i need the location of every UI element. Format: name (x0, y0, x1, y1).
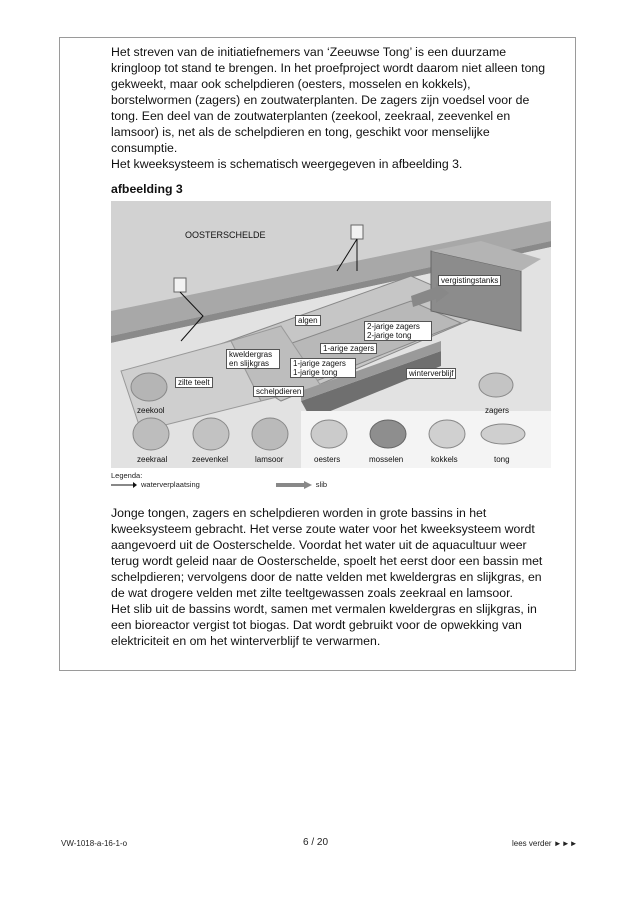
figure-legend (111, 471, 327, 489)
label-vergistingstanks: vergistingstanks (438, 275, 501, 286)
page-number: 6 / 20 (303, 837, 329, 848)
label-two-year: 2-jarige zagers 2-jarige tong (364, 321, 432, 341)
legend-slib: slib (315, 480, 328, 489)
label-lamsoor: lamsoor (255, 455, 284, 464)
label-one-year-mix: 1-jarige zagers 1-jarige tong (290, 358, 356, 378)
intro-reference: Het kweeksysteem is schematisch weergegeven in afbeelding 3. (111, 157, 463, 171)
label-tong: tong (494, 455, 510, 464)
body-text (111, 505, 551, 649)
next-page-indicator: lees verder ►►► (512, 839, 578, 848)
figure-illustration (111, 201, 551, 468)
label-kokkels: kokkels (431, 455, 458, 464)
label-zeekool: zeekool (137, 406, 165, 415)
label-kweldergras: kweldergras en slijkgras (226, 349, 280, 369)
intro-paragraph: Het streven van de initiatiefnemers van ‘Zeeuwse Tong’ is een duurzame kringloop tot stand te brengen. In het proefproject wordt daarom niet alleen tong gekweekt, maar ook schelpdieren (oesters, mosselen en kokkels), borstelwormen (zagers) en zoutwaterplanten. De zagers zijn voedsel voor de tong. Een deel van de zoutwaterplanten (zeekool, zeekraal, zeevenkel en lamsoor) is, net als de schelpdieren en tong, geschikt voor menselijke consumptie. (111, 45, 546, 155)
label-schelpdieren: schelpdieren (253, 386, 304, 397)
label-winterverblijf: winterverblijf (406, 368, 456, 379)
label-oosterschelde: OOSTERSCHELDE (185, 230, 266, 240)
label-zilte-teelt: zilte teelt (175, 377, 213, 388)
label-algen: algen (295, 315, 321, 326)
legend-title: Legenda: (111, 471, 143, 480)
label-zeevenkel: zeevenkel (192, 455, 229, 464)
figure-caption: afbeelding 3 (111, 182, 183, 196)
label-oesters: oesters (314, 455, 341, 464)
label-one-year-zagers: 1-arige zagers (320, 343, 377, 354)
body-paragraph-1: Jonge tongen, zagers en schelpdieren worden in grote bassins in het kweeksysteem gebracht. Het verse zoute water voor het kweeksysteem wordt aangevoerd uit de Oosterschelde. Voordat het water uit de aquacultuur weer terug wordt geleid naar de Oosterschelde, spoelt het eerst door een bassin met schelpdieren; vervolgens door de natte velden met kweldergras en slijkgras, en de wat drogere velden met zilte teeltgewassen zoals zeekraal en lamsoor. (111, 506, 543, 600)
label-mosselen: mosselen (369, 455, 404, 464)
label-zagers: zagers (485, 406, 510, 415)
kweeksysteem-diagram (111, 201, 551, 468)
water-arrow-icon (111, 482, 137, 488)
label-zeekraal: zeekraal (137, 455, 168, 464)
legend-water: waterverplaatsing (141, 480, 200, 489)
slib-arrow-icon (276, 481, 312, 489)
intro-text (111, 44, 551, 172)
footer-code: VW-1018-a-16-1-o (61, 839, 128, 848)
legend-row (111, 480, 327, 489)
body-paragraph-2: Het slib uit de bassins wordt, samen met vermalen kweldergras en slijkgras, in een bioreactor vergist tot biogas. Dat wordt gebruikt voor de opwekking van elektriciteit en om het winterverblijf te verwarmen. (111, 602, 537, 648)
